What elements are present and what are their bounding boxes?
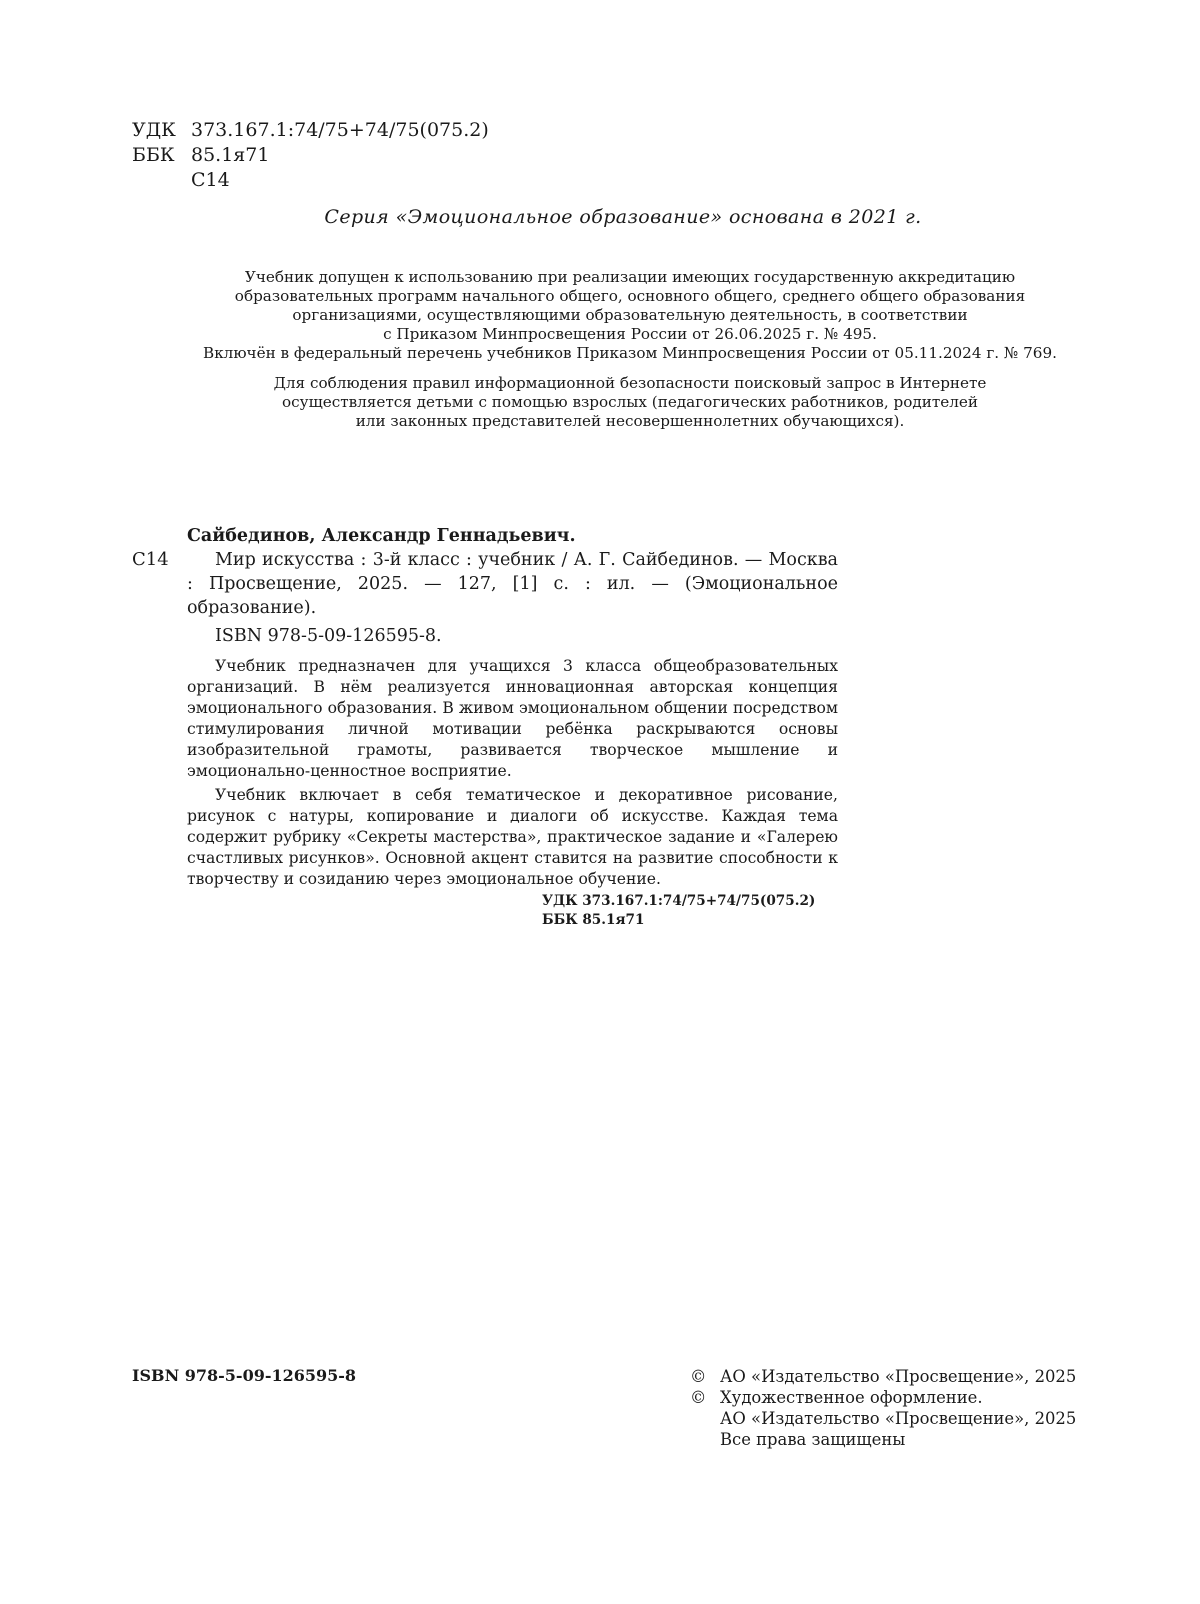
bbk-label: ББК (132, 144, 175, 166)
copyright-icon: © (690, 1367, 707, 1386)
udk-label: УДК (132, 119, 176, 141)
approval-line: организациями, осуществляющими образовательную деятельность, в соответствии (292, 306, 968, 324)
safety-notice (150, 374, 1110, 431)
udk-line (132, 118, 489, 143)
card-author-mark: С14 (132, 549, 169, 570)
annotation-paragraph: Учебник включает в себя тематическое и декоративное рисование, рисунок с натуры, копирование и диалоги об искусстве. Каждая тема содержит рубрику «Секреты мастерства», практическое задание и «Галерею счастливых рисунков». Основной акцент ставится на развитие способности к творчеству и созиданию через эмоциональное обучение. (187, 786, 838, 888)
copyright-line (690, 1387, 1076, 1408)
classification-block (132, 118, 489, 193)
rights-reserved: Все права защищены (720, 1430, 906, 1449)
copyright-text: Художественное оформление. (720, 1388, 983, 1407)
card-annotation (187, 656, 838, 890)
card-main (132, 548, 838, 648)
author-mark: С14 (191, 169, 230, 191)
footer-isbn: ISBN 978-5-09-126595-8 (132, 1366, 357, 1385)
udk-value: 373.167.1:74/75+74/75(075.2) (191, 119, 489, 141)
safety-line: Для соблюдения правил информационной безопасности поисковый запрос в Интернете (273, 374, 987, 392)
card-description: Мир искусства : 3-й класс : учебник / А. Г. Сайбединов. — Москва : Просвещение, 2025. — 127, [1] с. : ил. — (Эмоциональное образование). (187, 550, 838, 618)
annotation-paragraph: Учебник предназначен для учащихся 3 класса общеобразовательных организаций. В нём реализуется инновационная авторская концепция эмоционального образования. В живом эмоциональном общении посредством стимулирования личной мотивации ребёнка раскрываются основы изобразительной грамоты, развивается творческое мышление и эмоционально-ценностное восприятие. (187, 657, 838, 780)
approval-line: Учебник допущен к использованию при реализации имеющих государственную аккредитацию (244, 268, 1016, 286)
card-codes (187, 892, 838, 930)
copyright-line (690, 1429, 1076, 1450)
card-author: Сайбединов, Александр Геннадьевич. (187, 526, 576, 546)
safety-line: осуществляется детьми с помощью взрослых (педагогических работников, родителей (282, 393, 978, 411)
approval-line: с Приказом Минпросвещения России от 26.06.2025 г. № 495. (383, 325, 877, 343)
series-note: Серия «Эмоциональное образование» основана в 2021 г. (324, 206, 922, 228)
copyright-line (690, 1408, 1076, 1429)
card-udk: УДК 373.167.1:74/75+74/75(075.2) (542, 893, 816, 909)
approval-line: Включён в федеральный перечень учебников Приказом Минпросвещения России от 05.11.2024 г. № 769. (203, 344, 1057, 362)
author-mark-line (132, 168, 489, 193)
copyright-icon: © (690, 1388, 707, 1407)
bbk-value: 85.1я71 (191, 144, 270, 166)
copyright-block (690, 1366, 1076, 1450)
card-bbk: ББК 85.1я71 (542, 912, 645, 928)
card-isbn: ISBN 978-5-09-126595-8. (215, 626, 442, 646)
copyright-text: АО «Издательство «Просвещение», 2025 (720, 1367, 1077, 1386)
safety-line: или законных представителей несовершеннолетних обучающихся). (355, 412, 905, 430)
catalog-card (132, 524, 838, 930)
approval-notice (150, 268, 1110, 363)
copyright-text: АО «Издательство «Просвещение», 2025 (720, 1409, 1077, 1428)
bbk-line (132, 143, 489, 168)
copyright-line (690, 1366, 1076, 1387)
approval-line: образовательных программ начального общего, основного общего, среднего общего образования (234, 287, 1026, 305)
